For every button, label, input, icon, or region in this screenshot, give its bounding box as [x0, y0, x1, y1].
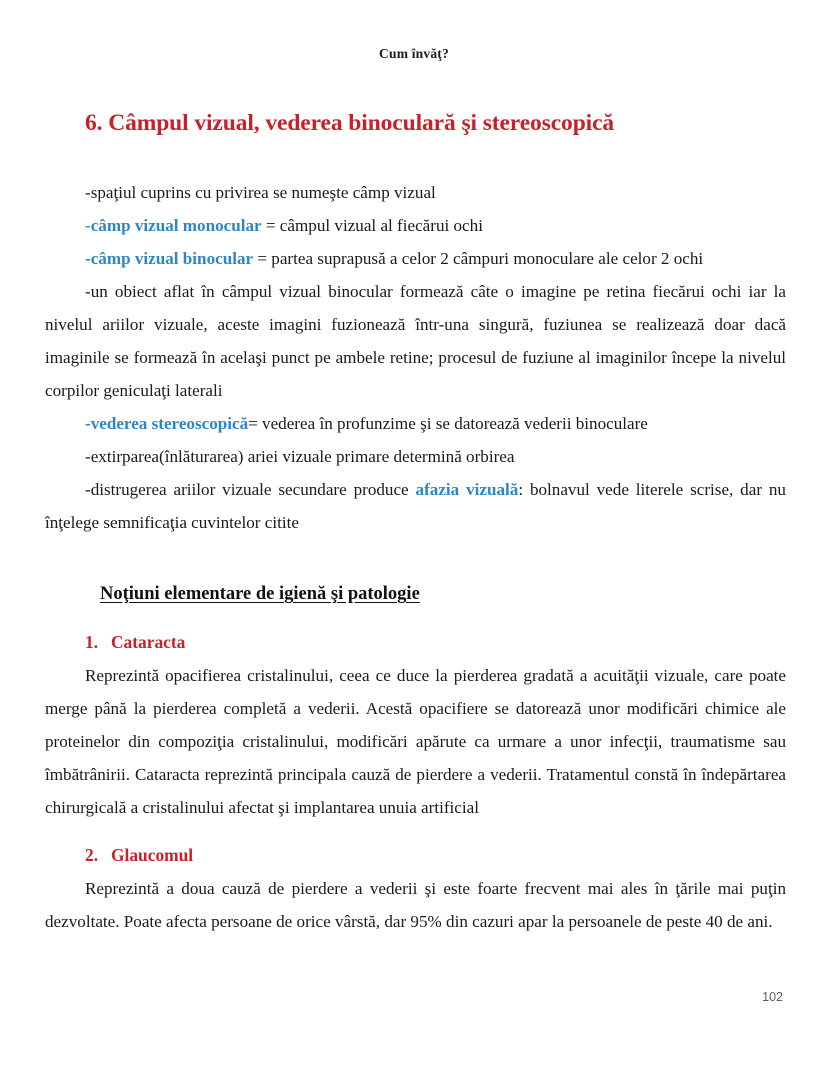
paragraph-extirpare-arie-vizuala — [45, 440, 786, 473]
spacer — [45, 824, 786, 838]
paragraph-camp-vizual-definition — [45, 176, 786, 209]
paragraph-text: -un obiect aflat în câmpul vizual binocular formează câte o imagine pe retina fiecărui ochi iar la nivelul ariilor vizuale, aceste imagini fuzionează într-una singură, fuziunea se realizează doar dacă imaginile se formează în acelaşi punct pe ambele retine; procesul de fuziune al imaginilor începe la nivelul corpilor geniculaţi laterali — [45, 282, 786, 401]
line-text: = vederea în profunzime şi se datorează vederii binoculare — [248, 414, 648, 434]
line-text-post: : bolnavul vede literele scrise, dar nu înţelege semnificaţia cuvintelor citite — [45, 480, 786, 533]
line-text: = câmpul vizual al fiecărui ochi — [261, 216, 483, 236]
paragraph-camp-vizual-monocular — [45, 209, 786, 242]
item-heading-cataracta — [45, 625, 786, 659]
item-number: 1. — [85, 632, 99, 653]
term-camp-vizual-binocular: -câmp vizual binocular — [85, 249, 254, 269]
paragraph-afazia-vizuala — [45, 473, 786, 539]
line-text: = partea suprapusă a celor 2 câmpuri monoculare ale celor 2 ochi — [253, 249, 704, 269]
term-afazia-vizuala: afazia vizuală — [415, 480, 519, 500]
page-number: 102 — [762, 990, 783, 1004]
spacer — [45, 539, 786, 577]
subsection-heading-notiuni-elementare: Noţiuni elementare de igienă şi patologie — [100, 584, 420, 605]
section-title: 6. Câmpul vizual, vederea binoculară şi stereoscopică — [85, 110, 615, 136]
term-vederea-stereoscopica: -vederea stereoscopică — [85, 414, 249, 434]
paragraph-fuziune-imagini — [45, 275, 786, 407]
spacer — [45, 138, 786, 176]
paragraph-text: Reprezintă a doua cauză de pierdere a vederii şi este foarte frecvent mai ales în ţările mai puţin dezvoltate. Poate afecta persoane de orice vârstă, dar 95% din cazuri apar la persoanele de peste 40 de ani. — [45, 879, 786, 932]
item-title: Cataracta — [111, 632, 186, 653]
term-camp-vizual-monocular: -câmp vizual monocular — [85, 216, 262, 236]
paragraph-cataracta-body — [45, 659, 786, 824]
line-text-pre: -distrugerea ariilor vizuale secundare produce — [85, 480, 416, 500]
paragraph-text: Reprezintă opacifierea cristalinului, ceea ce duce la pierderea gradată a acuităţii vizuale, care poate merge până la pierderea completă a vederii. Acestă opacifiere se datorează unor modificări chimice ale proteinelor din compoziţia cristalinului, modificări apărute ca urmare a unor infecţii, traumatisme sau îmbătrânirii. Cataracta reprezintă principala cauză de pierdere a vederii. Tratamentul constă în îndepărtarea chirurgicală a cristalinului afectat şi implantarea unuia artificial — [45, 666, 786, 818]
line-text: -spaţiul cuprins cu privirea se numeşte câmp vizual — [85, 183, 436, 203]
item-number: 2. — [85, 845, 99, 866]
item-heading-glaucomul — [45, 838, 786, 872]
line-text: -extirparea(înlăturarea) ariei vizuale primare determină orbirea — [85, 447, 515, 467]
document-content — [45, 108, 786, 938]
running-header: Cum învăţ? — [379, 46, 449, 61]
paragraph-glaucomul-body — [45, 872, 786, 938]
spacer — [45, 611, 786, 625]
item-title: Glaucomul — [111, 845, 194, 866]
paragraph-camp-vizual-binocular — [45, 242, 786, 275]
paragraph-vedere-stereoscopica — [45, 407, 786, 440]
